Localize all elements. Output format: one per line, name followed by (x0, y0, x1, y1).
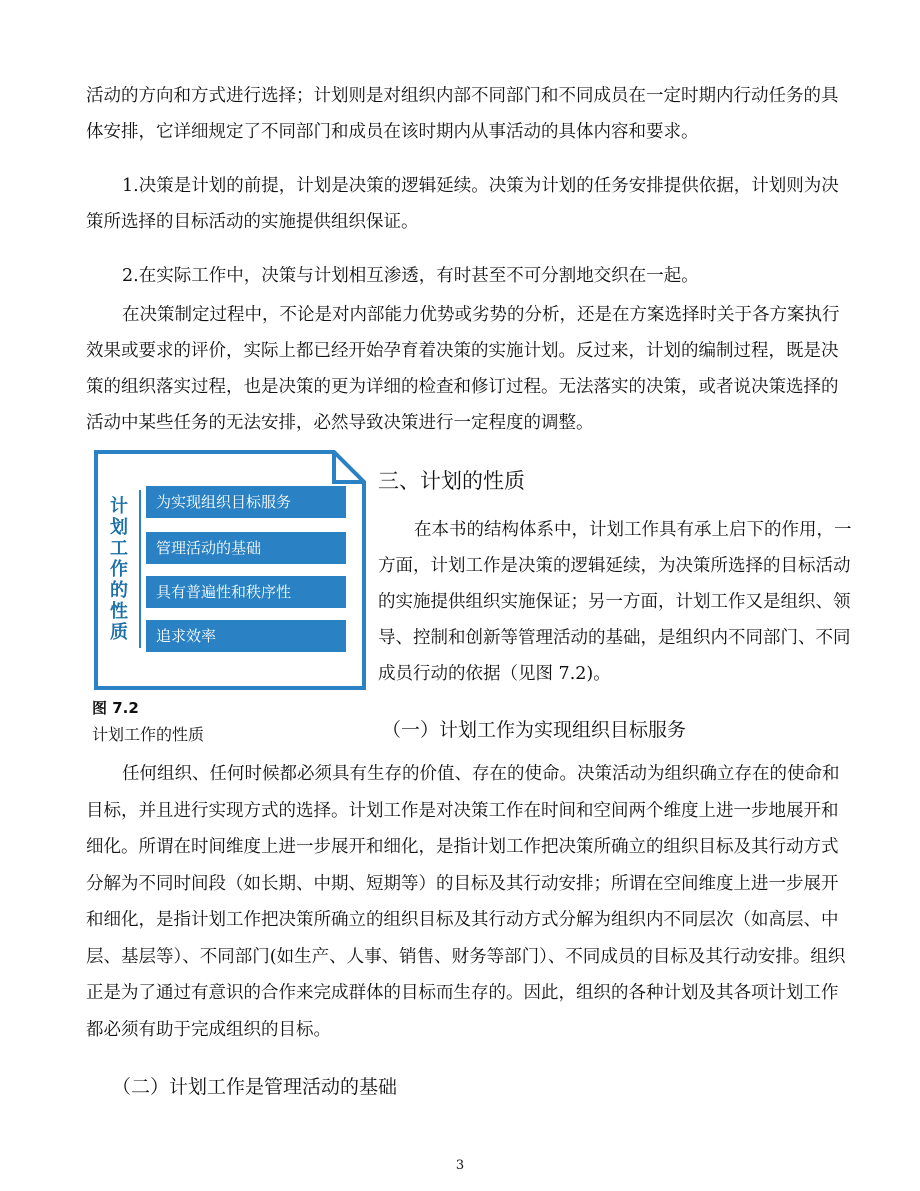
subsection-heading-2: （二）计划工作是管理活动的基础 (112, 1076, 398, 1098)
figure-item-universality: 具有普遍性和秩序性 (146, 576, 346, 608)
figure-caption: 计划工作的性质 (92, 725, 205, 744)
paragraph-continuation: 活动的方向和方式进行选择；计划则是对组织内部不同部门和不同成员在一定时期内行动任务的具体安排，它详细规定了不同部门和成员在该时期内从事活动的具体内容和要求。 (86, 86, 839, 142)
section-3-text: 在本书的结构体系中，计划工作具有承上启下的作用，一方面，计划工作是决策的逻辑延续，为决策所选择的目标活动的实施提供组织实施保证；另一方面，计划工作又是组织、领导、控制和创新等管理活动的基础，是组织内不同部门、不同成员行动的依据（见图 7.2)。 (378, 520, 852, 684)
paragraph-decision-process: 在决策制定过程中，不论是对内部能力优势或劣势的分析，还是在方案选择时关于各方案执行效果或要求的评价，实际上都已经开始孕育着决策的实施计划。反过来，计划的编制过程，既是决策的组织落实过程，也是决策的更为详细的检查和修订过程。无法落实的决策，或者说决策选择的活动中某些任务的无法安排，必然导致决策进行一定程度的调整。 (86, 305, 840, 433)
figure-item-goal: 为实现组织目标服务 (146, 486, 346, 518)
subsection-1-text: 任何组织、任何时候都必须具有生存的价值、存在的使命。决策活动为组织确立存在的使命和目标，并且进行实现方式的选择。计划工作是对决策工作在时间和空间两个维度上进一步地展开和细化。所谓在时间维度上进一步展开和细化，是指计划工作把决策所确立的组织目标及其行动方式分解为不同时间段（如长期、中期、短期等）的目标及其行动安排；所谓在空间维度上进一步展开和细化，是指计划工作把决策所确立的组织目标及其行动方式分解为组织内不同层次（如高层、中层、基层等）、不同部门(如生产、人事、销售、财务等部门）、不同成员的目标及其行动安排。组织正是为了通过有意识的合作来完成群体的目标而生存的。因此，组织的各种计划及其各项计划工作都必须有助于完成组织的目标。 (86, 764, 846, 1040)
page-number: 3 (455, 1158, 465, 1173)
figure-item-foundation: 管理活动的基础 (146, 532, 346, 564)
section-heading-3: 三、计划的性质 (378, 469, 525, 493)
paragraph-point-1: 1.决策是计划的前提，计划是决策的逻辑延续。决策为计划的任务安排提供依据，计划则为决策所选择的目标活动的实施提供组织保证。 (86, 176, 839, 232)
figure-vertical-label: 计划工作的性质 (110, 496, 128, 643)
paragraph-point-2: 2.在实际工作中，决策与计划相互渗透，有时甚至不可分割地交织在一起。 (122, 266, 699, 286)
figure-item-efficiency: 追求效率 (146, 620, 346, 652)
figure-7-2 (94, 450, 366, 690)
subsection-heading-1: （一）计划工作为实现组织目标服务 (382, 719, 687, 741)
figure-number: 图 7.2 (92, 699, 139, 717)
